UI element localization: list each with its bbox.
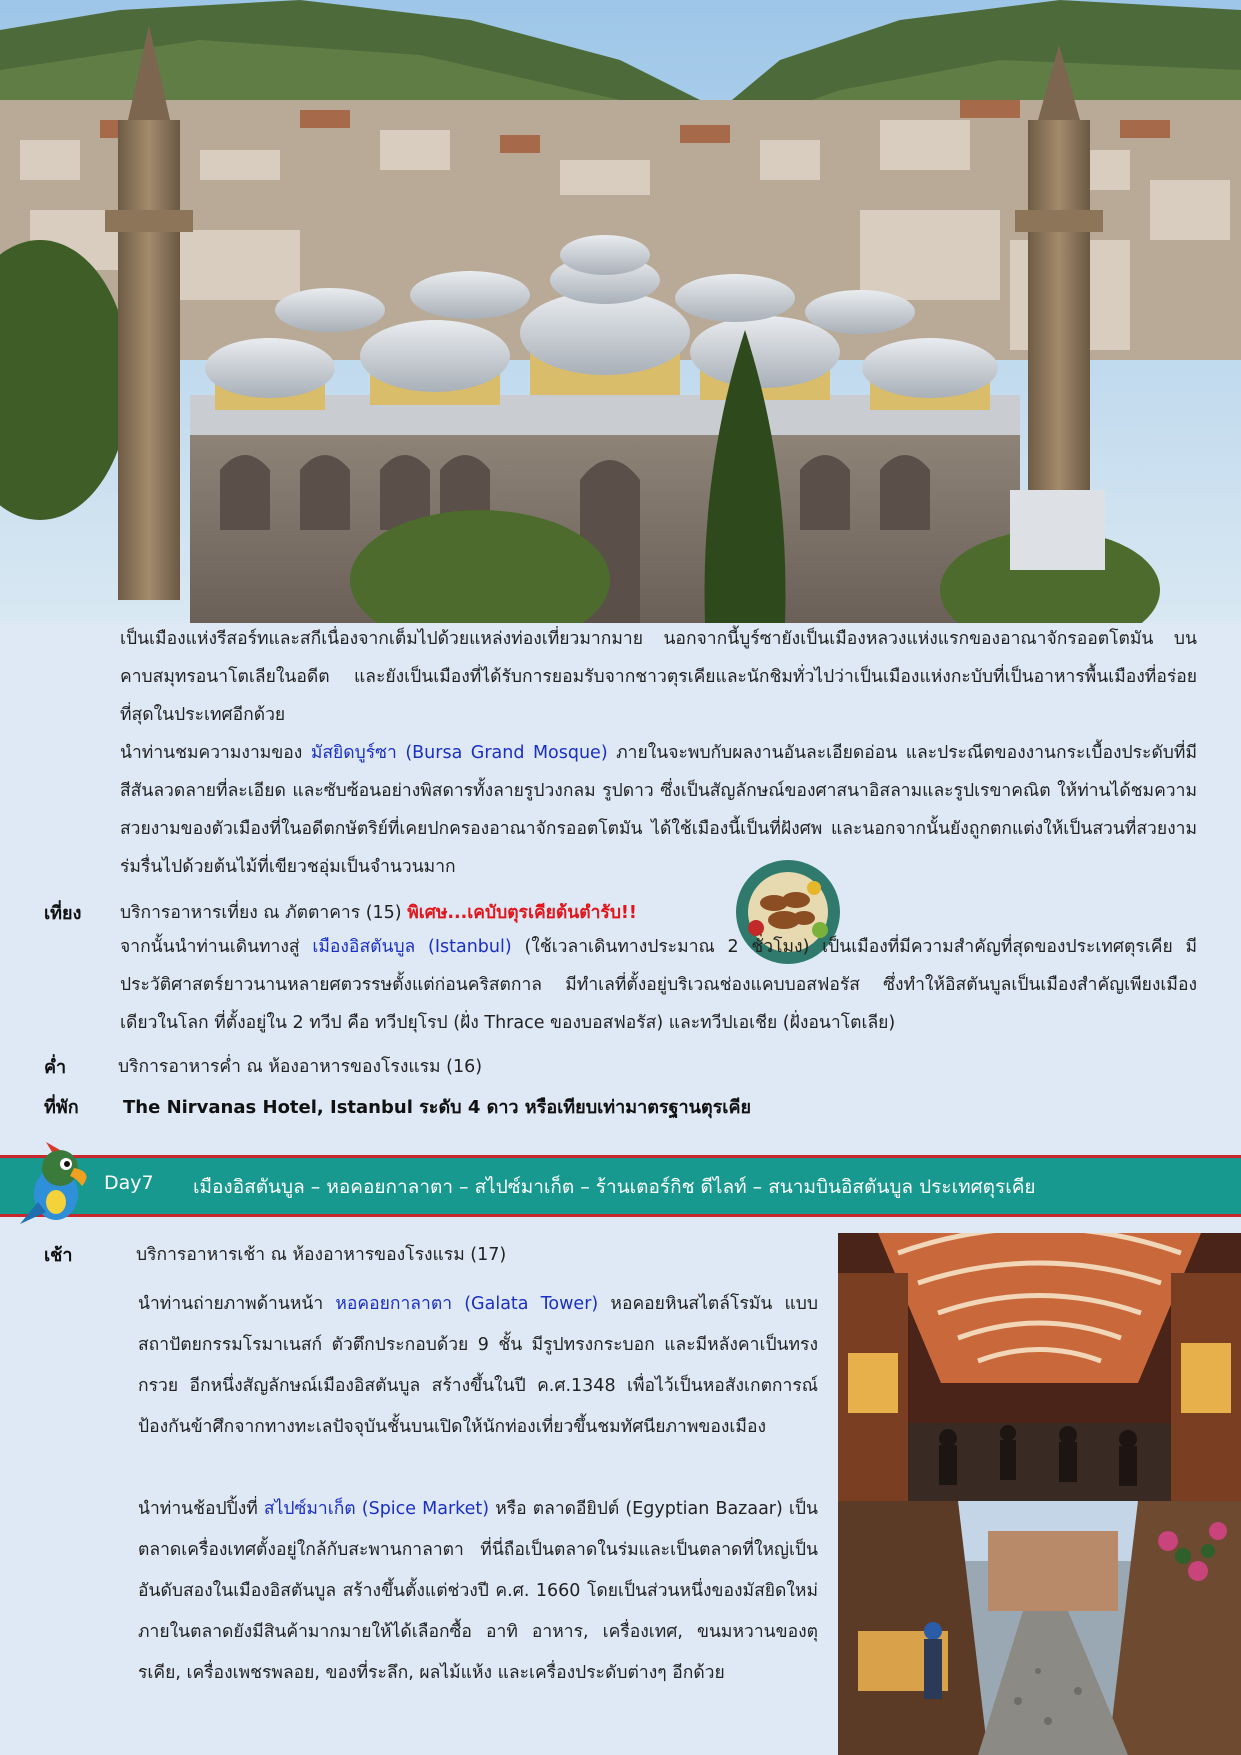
mosque-name-link: มัสยิดบูร์ซา (Bursa Grand Mosque) [310,743,608,763]
istanbul-name-link: เมืองอิสตันบูล (Istanbul) [312,937,512,957]
lunch-label: เที่ยง [44,903,82,924]
bazaar-street-photo [838,1501,1241,1755]
breakfast-text: บริการอาหารเช้า ณ ห้องอาหารของโรงแรม (17) [136,1245,507,1265]
lunch-special: พิเศษ...เคบับตุรเคียต้นตำรับ!! [407,903,637,923]
mosque-body: ภายในจะพบกับผลงานอันละเอียดอ่อน และประณีตของงานกระเบื้องประดับที่มีสีสันลวดลายที่ละเอียด และซับซ้อนอย่างพิสดารทั้งลายรูปวงกลม รูปดาว ซึ่งเป็นสัญลักษณ์ของศาสนาอิสลามและรูปเรขาคณิต ให้ท่านได้ชมความสวยงามของตัวเมืองที่ในอดีตกษัตริย์ที่เคยปกครองอาณาจักรออตโตมัน ได้ใช้เมืองนี้เป็นที่ฝังศพ และนอกจากนั้นยังถูกตกแต่งให้เป็นสวนที่สวยงาม ร่มรื่นไปด้วยต้นไม้ที่เขียวชอุ่มเป็นจำนวนมาก [120,743,1197,877]
mosque-prefix: นำท่านชมความงามของ [120,743,311,763]
spice-name-link: สไปซ์มาเก็ต (Spice Market) [263,1499,490,1519]
breakfast-label: เช้า [44,1245,73,1266]
galata-body: หอคอยหินสไตล์โรมัน แบบสถาปัตยกรรมโรมาเนสก์ ตัวตึกประกอบด้วย 9 ชั้น มีรูปทรงกระบอก และมีหลังคาเป็นทรงกรวย อีกหนึ่งสัญลักษณ์เมืองอิสตันบูล สร้างขึ้นในปี ค.ศ.1348 เพื่อไว้เป็นหอสังเกตการณ์ป้องกันข้าศึกจากทางทะเลปัจจุบันชั้นบนเปิดให้นักท่องเที่ยวขึ้นชมทัศนียภาพของเมือง [138,1294,818,1437]
hero-photo-bursa-grand-mosque [0,0,1241,623]
intro-paragraph: เป็นเมืองแห่งรีสอร์ทและสกีเนื่องจากเต็มไปด้วยแหล่งท่องเที่ยวมากมาย นอกจากนี้บูร์ซายังเป็นเมืองหลวงแห่งแรกของอาณาจักรออตโตมัน บนคาบสมุทรอนาโตเลียในอดีต และยังเป็นเมืองที่ได้รับการยอมรับจากชาวตุรเคียและนักชิมทั่วไปว่าเป็นเมืองแห่งกะบับที่เป็นอาหารพื้นเมืองที่อร่อยที่สุดในประเทศอีกด้วย [120,629,1197,725]
mosque-paragraph [120,734,1197,886]
istanbul-body: (ใช้เวลาเดินทางประมาณ 2 ชั่วโมง) เป็นเมืองที่มีความสำคัญที่สุดของประเทศตุรเคีย มีประวัติศาสตร์ยาวนานหลายศตวรรษตั้งแต่ก่อนคริสตกาล มีทำเลที่ตั้งอยู่บริเวณช่องแคบบอสฟอรัส ซึ่งทำให้อิสตันบูลเป็นเมืองสำคัญเพียงเมืองเดียวในโลก ที่ตั้งอยู่ใน 2 ทวีป คือ ทวีปยุโรป (ฝั่ง Thrace ของบอสฟอรัส) และทวีปเอเชีย (ฝั่งอนาโตเลีย) [120,937,1197,1033]
lunch-text [120,898,637,926]
lunch-desc: บริการอาหารเที่ยง ณ ภัตตาคาร (15) [120,903,408,923]
galata-name-link: หอคอยกาลาตา (Galata Tower) [335,1294,599,1314]
hotel-label: ที่พัก [44,1097,79,1118]
galata-prefix: นำท่านถ่ายภาพด้านหน้า [138,1294,336,1314]
galata-paragraph [138,1284,818,1448]
spice-paragraph [138,1489,818,1694]
spice-prefix: นำท่านช้อปปิ้งที่ [138,1499,264,1519]
hotel-text: The Nirvanas Hotel, Istanbul ระดับ 4 ดาว หรือเทียบเท่ามาตรฐานตุรเคีย [123,1097,752,1118]
spice-bazaar-photo [838,1233,1241,1501]
dinner-label: ค่ำ [44,1057,67,1078]
dinner-text: บริการอาหารค่ำ ณ ห้องอาหารของโรงแรม (16) [118,1057,483,1077]
parrot-mascot-icon [16,1142,96,1226]
spice-body: หรือ ตลาดอียิปต์ (Egyptian Bazaar) เป็นตลาดเครื่องเทศตั้งอยู่ใกล้กับสะพานกาลาตา ที่นี่ถือเป็นตลาดในร่มและเป็นตลาดที่ใหญ่เป็นอันดับสองในเมืองอิสตันบูล สร้างขึ้นตั้งแต่ช่วงปี ค.ศ. 1660 โดยเป็นส่วนหนึ่งของมัสยิดใหม่ ภายในตลาดยังมีสินค้ามากมายให้ได้เลือกซื้อ อาทิ อาหาร, เครื่องเทศ, ขนมหวานของตุรเคีย, เครื่องเพชรพลอย, ของที่ระลึก, ผลไม้แห้ง และเครื่องประดับต่างๆ อีกด้วย [138,1499,818,1683]
day7-label: Day7 [104,1172,154,1194]
istanbul-prefix: จากนั้นนำท่านเดินทางสู่ [120,937,313,957]
day7-title: เมืองอิสตันบูล – หอคอยกาลาตา – สไปซ์มาเก็ต – ร้านเตอร์กิช ดีไลท์ – สนามบินอิสตันบูล ประเทศตุรเคีย [193,1176,1036,1198]
istanbul-paragraph [120,928,1197,1042]
